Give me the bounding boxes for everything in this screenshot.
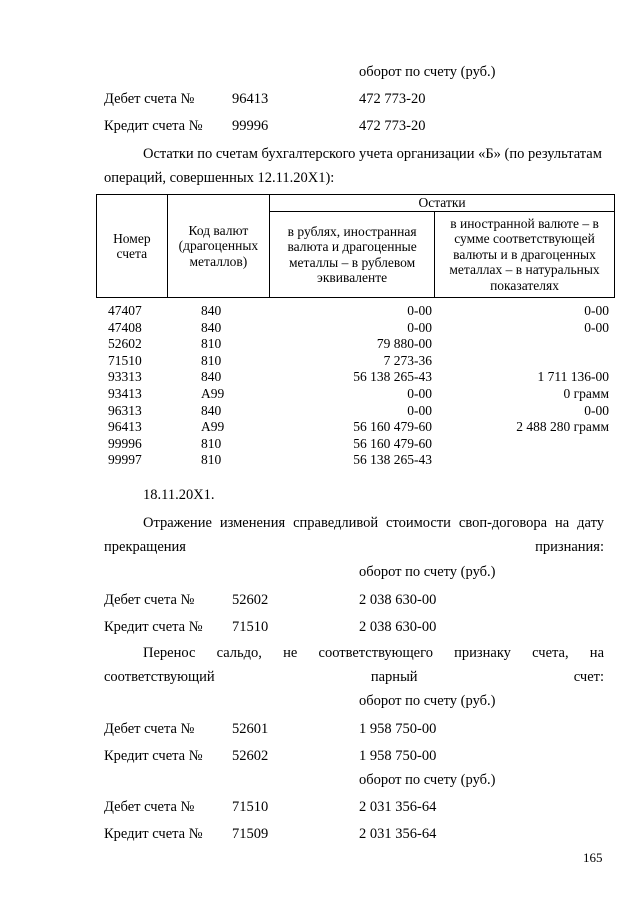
debit-label: Дебет счета № [104, 799, 195, 815]
account-cell: 99996 [108, 435, 142, 451]
code-cell: 810 [201, 336, 222, 352]
turnover-header-3: оборот по счету (руб.) [359, 693, 496, 709]
rub-balance-cell: 79 880-00 [376, 336, 432, 352]
rub-balance-cell: 56 138 265-43 [353, 369, 432, 385]
code-cell: 840 [201, 303, 222, 318]
account-cell: 99997 [108, 452, 142, 468]
table-row [96, 436, 615, 453]
account-cell: 47408 [108, 319, 142, 335]
page-number: 165 [583, 850, 603, 865]
table-row [96, 403, 615, 420]
debit-amount: 2 031 356-64 [359, 799, 437, 815]
table-header-rub: в рублях, иностранная валюта и драгоценные металлы – в рублевом эквиваленте [270, 212, 435, 298]
rub-balance-cell: 0-00 [407, 402, 432, 418]
account-cell: 96313 [108, 402, 142, 418]
credit-label: Кредит счета № [104, 826, 203, 842]
table-row [96, 353, 615, 370]
account-cell: 71510 [108, 352, 142, 368]
credit-amount: 1 958 750-00 [359, 748, 437, 764]
rub-balance-cell: 56 138 265-43 [353, 452, 432, 468]
table-row [96, 336, 615, 353]
credit-account: 71510 [232, 619, 269, 635]
transfer-paragraph: Перенос сальдо, не соответствующего признаку счета, на соответствующий парный счет: [104, 645, 604, 685]
table-header-fx: в иностранной валюте – в сумме соответствующей валюты и в драгоценных металлах – в натуральных показателях [435, 212, 615, 298]
debit-label: Дебет счета № [104, 592, 195, 608]
debit-label: Дебет счета № [104, 91, 195, 107]
rub-balance-cell: 0-00 [407, 319, 432, 335]
rub-balance-cell: 0-00 [407, 385, 432, 401]
table-body [96, 303, 615, 469]
table-row [96, 303, 615, 320]
code-cell: 810 [201, 352, 222, 368]
date-line: 18.11.20Х1. [143, 487, 215, 503]
fx-balance-cell: 0 грамм [563, 385, 609, 401]
swap-paragraph: Отражение изменения справедливой стоимости своп-договора на дату прекращения признания: [104, 515, 604, 555]
code-cell: А99 [201, 385, 225, 401]
balances-table [96, 194, 615, 298]
fx-balance-cell: 0-00 [584, 319, 609, 335]
table-header-balances: Остатки [270, 195, 615, 212]
account-cell: 93413 [108, 385, 142, 401]
rub-balance-cell: 7 273-36 [383, 352, 432, 368]
debit-account: 96413 [232, 91, 269, 107]
swap-paragraph-line1 [104, 511, 604, 555]
code-cell: 840 [201, 369, 222, 385]
credit-amount: 472 773-20 [359, 118, 426, 134]
credit-account: 52602 [232, 748, 269, 764]
table-header-code: Код валют (драгоценных металлов) [167, 195, 270, 298]
code-cell: 840 [201, 319, 222, 335]
account-cell: 93313 [108, 369, 142, 385]
credit-label: Кредит счета № [104, 619, 203, 635]
code-cell: 810 [201, 452, 222, 468]
debit-label: Дебет счета № [104, 721, 195, 737]
table-row [96, 320, 615, 337]
credit-label: Кредит счета № [104, 748, 203, 764]
rub-balance-cell: 56 160 479-60 [353, 419, 432, 435]
debit-account: 52602 [232, 592, 269, 608]
credit-account: 71509 [232, 826, 269, 842]
debit-account: 71510 [232, 799, 269, 815]
account-cell: 52602 [108, 336, 142, 352]
turnover-header-4: оборот по счету (руб.) [359, 772, 496, 788]
code-cell: 840 [201, 402, 222, 418]
turnover-header-2: оборот по счету (руб.) [359, 564, 496, 580]
rub-balance-cell: 0-00 [407, 303, 432, 318]
debit-amount: 1 958 750-00 [359, 721, 437, 737]
code-cell: 810 [201, 435, 222, 451]
fx-balance-cell: 0-00 [584, 303, 609, 318]
table-row [96, 452, 615, 469]
turnover-header-1: оборот по счету (руб.) [359, 64, 496, 80]
table-row [96, 386, 615, 403]
table-row [96, 369, 615, 386]
rub-balance-cell: 56 160 479-60 [353, 435, 432, 451]
balances-paragraph: Остатки по счетам бухгалтерского учета организации «Б» (по результатам операций, совершенных 12.11.20Х1): [104, 146, 602, 186]
fx-balance-cell: 0-00 [584, 402, 609, 418]
table-row [96, 419, 615, 436]
account-cell: 96413 [108, 419, 142, 435]
debit-amount: 2 038 630-00 [359, 592, 437, 608]
credit-amount: 2 031 356-64 [359, 826, 437, 842]
fx-balance-cell: 1 711 136-00 [537, 369, 609, 385]
credit-account: 99996 [232, 118, 269, 134]
credit-label: Кредит счета № [104, 118, 203, 134]
code-cell: А99 [201, 419, 225, 435]
debit-amount: 472 773-20 [359, 91, 426, 107]
debit-account: 52601 [232, 721, 269, 737]
account-cell: 47407 [108, 303, 142, 318]
credit-amount: 2 038 630-00 [359, 619, 437, 635]
table-header-account: Номер счета [97, 195, 168, 298]
fx-balance-cell: 2 488 280 грамм [516, 419, 609, 435]
